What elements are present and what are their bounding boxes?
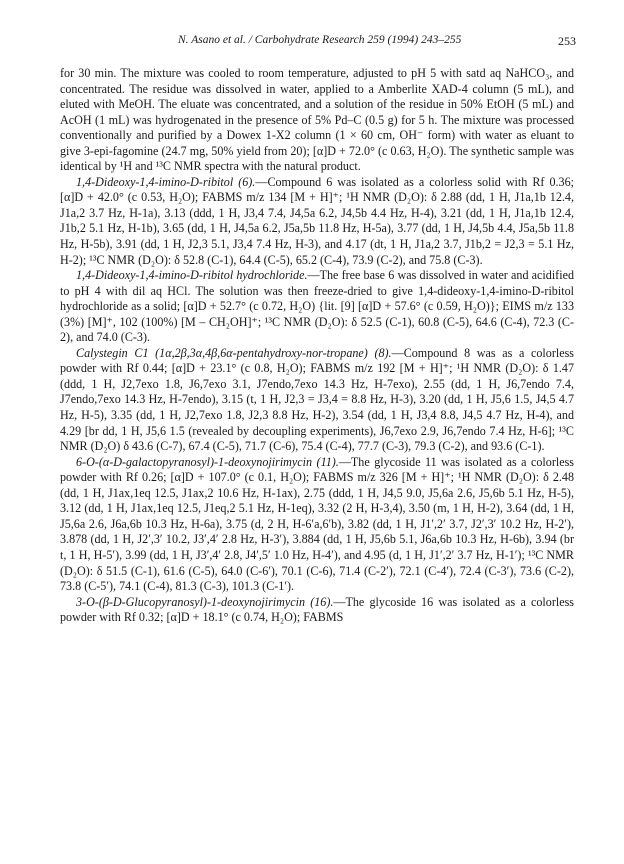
running-header <box>60 34 576 50</box>
paragraph-lead: 1,4-Dideoxy-1,4-imino-D-ribitol (6). <box>76 174 256 189</box>
paragraph-calystegin <box>60 346 574 455</box>
paragraph-text: —Compound 6 was isolated as a colorless solid with Rf 0.36; [α]D + 42.0° (c 0.53, H₂O); FABMS m/z 134 [M + H]⁺; ¹H NMR (D₂O): δ 2.88 (dd, 1 H, J1a,1b 12.4, J1a,2 3.7 Hz, H-1a), 3.13 (ddd, 1 H, J3,4 7.4, J4,5a 6.2, J4,5b 4.4 Hz, H-4), 3.21 (dd, 1 H, J1a,1b 12.4, J1b,2 5.1 Hz, H-1b), 3.65 (dd, 1 H, J4,5a 6.2, J5a,5b 11.8 Hz, H-5a), 3.77 (dd, 1 H, J4,5b 4.4, J5a,5b 11.8 Hz, H-5b), 3.91 (dd, 1 H, J2,3 5.1, J3,4 7.4 Hz, H-3), and 4.17 (dt, 1 H, J1a,2 3.7, J1b,2 = J2,3 = 5.1 Hz, H-2); ¹³C NMR (D₂O): δ 52.8 (C-1), 64.4 (C-5), 65.2 (C-4), 73.9 (C-2), and 75.8 (C-3). <box>60 174 574 267</box>
running-title: N. Asano et al. / Carbohydrate Research 259 (1994) 243–255 <box>178 34 462 46</box>
paragraph-text: —The free base 6 was dissolved in water and acidified to pH 4 with dil aq HCl. The solution was then freeze-dried to give 1,4-dideoxy-1,4-imino-D-ribitol hydrochloride as a solid; [α]D + 52.7° (c 0.72, H₂O) {lit. [9] [α]D + 57.6° (c 0.59, H₂O)}; EIMS m/z 133 (3%) [M]⁺, 102 (100%) [M – CH₂OH]⁺; ¹³C NMR (D₂O): δ 52.5 (C-1), 60.8 (C-5), 64.6 (C-4), 72.3 (C-2), and 74.0 (C-3). <box>60 268 574 345</box>
paragraph-continuation <box>60 66 574 175</box>
paragraph-text: —Compound 8 was as a colorless powder with Rf 0.44; [α]D + 23.1° (c 0.8, H₂O); FABMS m/z 192 [M + H]⁺; ¹H NMR (D₂O): δ 1.47 (ddd, 1 H, J2,7exo 1.8, J6,7exo 3.1, J7endo,7exo 14.3 Hz, H-7exo), 2.55 (dd, 1 H, J6,7endo 7.4, J7endo,7exo 14.3 Hz, H-7endo), 3.15 (t, 1 H, J2,3 = J3,4 = 8.8 Hz, H-3), 3.20 (dd, 1 H, J5,6 1.5, J4,5 4.7 Hz, H-5), 3.35 (dd, 1 H, J2,7exo 1.8, J2,3 8.8 Hz, H-2), 3.54 (dd, 1 H, J3,4 8.8, J4,5 4.7 Hz, H-4), and 4.29 [br dd, 1 H, J5,6 1.5 (revealed by decoupling experiments), J6,7exo 2.9, J6,7endo 7.4 Hz, H-6]; ¹³C NMR (D₂O) δ 43.6 (C-7), 67.4 (C-5), 71.7 (C-6), 75.4 (C-4), 77.7 (C-3), 79.3 (C-2), and 93.6 (C-1). <box>60 345 574 454</box>
paragraph-lead: Calystegin C1 (1α,2β,3α,4β,6α-pentahydroxy-nor-tropane) (8). <box>76 345 392 360</box>
paragraph-lead: 6-O-(α-D-galactopyranosyl)-1-deoxynojirimycin (11). <box>76 454 339 469</box>
paragraph-text: for 30 min. The mixture was cooled to room temperature, adjusted to pH 5 with satd aq NaHCO₃, and concentrated. The residue was dissolved in water, applied to a Amberlite XAD-4 column (5 mL), and eluted with MeOH. The eluate was concentrated, and a solution of the residue in 50% EtOH (5 mL) and AcOH (1 mL) was hydrogenated in the presence of 5% Pd–C (0.5 g) for 5 h. The mixture was processed conventionally and purified by a Dowex 1-X2 column (1 × 60 cm, OH⁻ form) with water as eluant to give 3-epi-fagomine (24.7 mg, 50% yield from 20); [α]D + 72.0° (c 0.63, H₂O). The synthetic sample was identical by ¹H and ¹³C NMR spectra with the natural product. <box>60 66 574 174</box>
paragraph-glycoside-11 <box>60 455 574 595</box>
paragraph-lead: 1,4-Dideoxy-1,4-imino-D-ribitol hydrochloride. <box>76 268 308 283</box>
paragraph-hydrochloride <box>60 268 574 346</box>
paragraph-glycoside-16 <box>60 595 574 626</box>
paragraph-lead: 3-O-(β-D-Glucopyranosyl)-1-deoxynojirimycin (16). <box>76 594 334 609</box>
paragraph-text: —The glycoside 16 was isolated as a colorless powder with Rf 0.32; [α]D + 18.1° (c 0.74, H₂O); FABMS <box>60 594 574 625</box>
paragraph-text: —The glycoside 11 was isolated as a colorless powder with Rf 0.26; [α]D + 107.0° (c 0.1, H₂O); FABMS m/z 326 [M + H]⁺; ¹H NMR (D₂O): δ 2.48 (dd, 1 H, J1ax,1eq 12.5, J1ax,2 10.6 Hz, H-1ax), 2.75 (ddd, 1 H, J4,5 9.0, J5,6a 2.6, J5,6b 5.1 Hz, H-5), 3.12 (dd, 1 H, J1ax,1eq 12.5, J1eq,2 5.1 Hz, H-1eq), 3.32 (2 H, H-3,4), 3.50 (m, 1 H, H-2), 3.64 (dd, 1 H, J5,6a 2.6, J6a,6b 10.3 Hz, H-6a), 3.75 (d, 2 H, H-6′a,6′b), 3.82 (dd, 1 H, J1′,2′ 3.7, J2′,3′ 10.2 Hz, H-2′), 3.878 (dd, 1 H, J2′,3′ 10.2, J3′,4′ 2.8 Hz, H-3′), 3.884 (dd, 1 H, J5,6b 5.1, J6a,6b 10.3 Hz, H-6b), 3.94 (br t, 1 H, H-5′), 3.99 (dd, 1 H, J3′,4′ 2.8, J4′,5′ 1.0 Hz, H-4′), and 4.95 (d, 1 H, J1′,2′ 3.7 Hz, H-1′); ¹³C NMR (D₂O): δ 51.5 (C-1), 61.6 (C-5), 64.0 (C-6′), 70.1 (C-6), 71.4 (C-2′), 72.1 (C-4′), 72.4 (C-3′), 73.6 (C-2), 73.8 (C-5′), 74.1 (C-4), 81.3 (C-3), 101.3 (C-1′). <box>60 454 574 594</box>
body-text <box>60 66 574 856</box>
page-number: 253 <box>558 34 576 48</box>
paragraph-compound-6 <box>60 175 574 268</box>
